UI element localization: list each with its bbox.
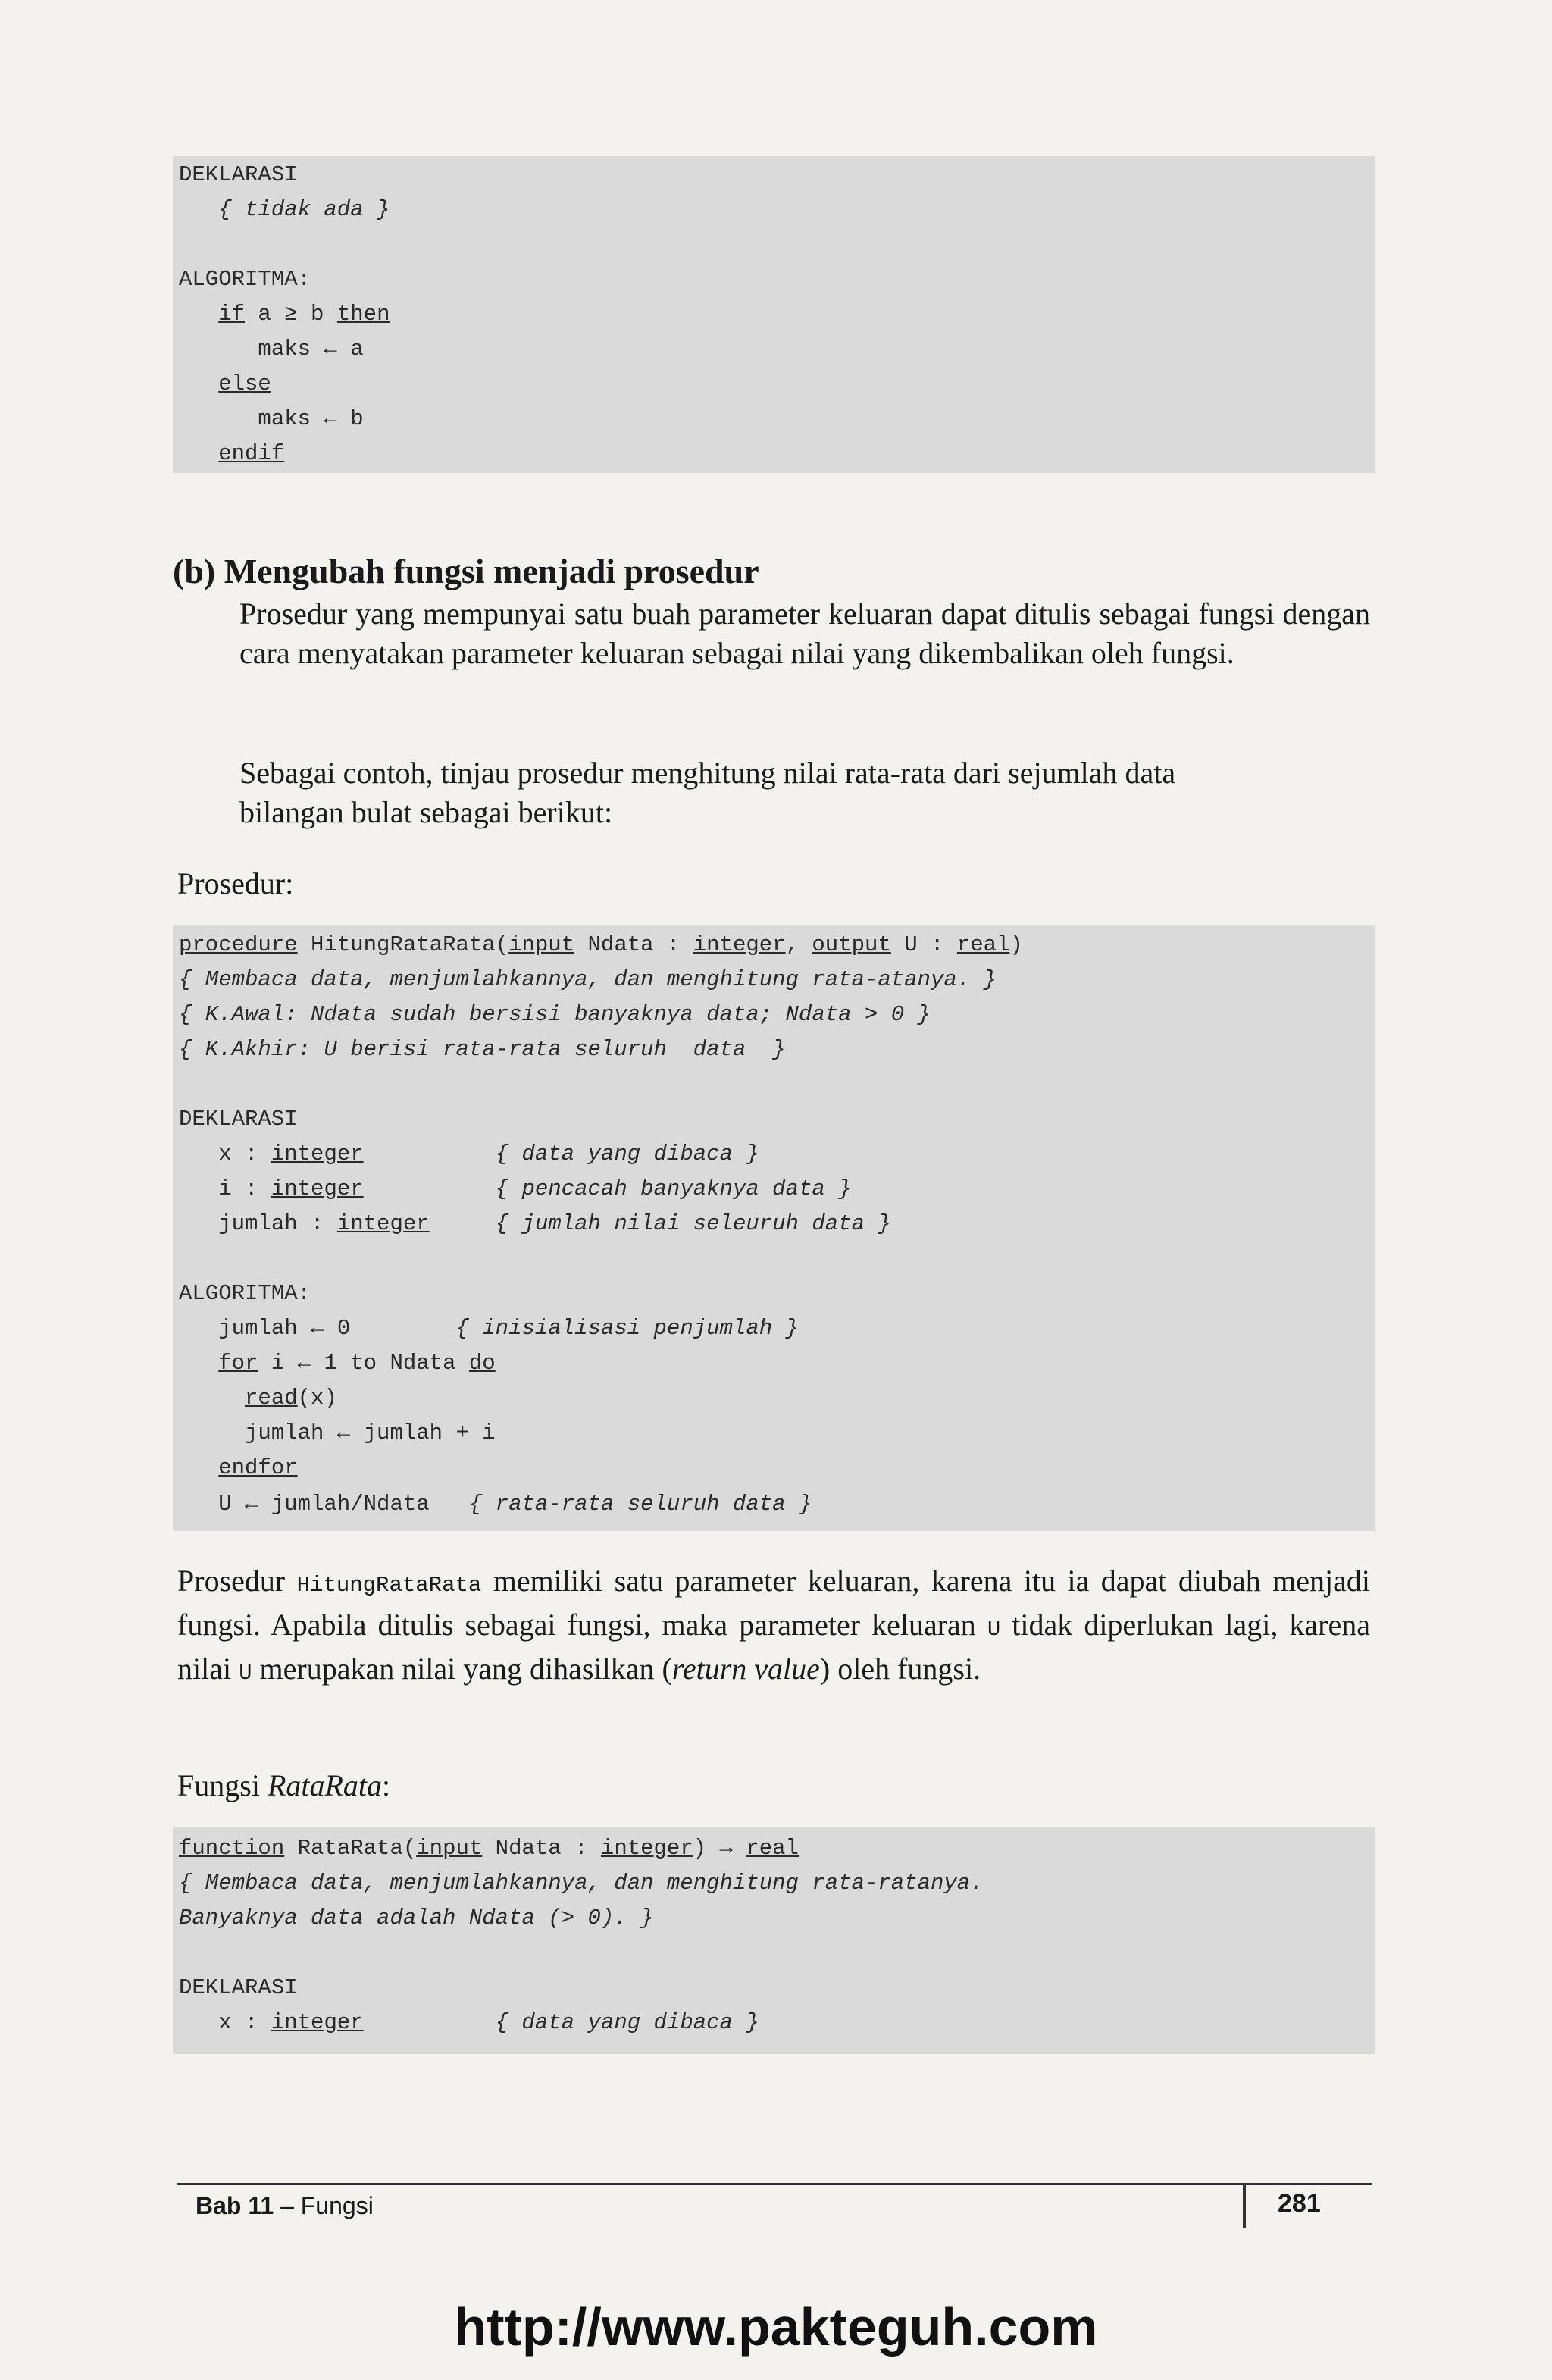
- code-inline: U: [987, 1617, 1001, 1642]
- code-line: { Membaca data, menjumlahkannya, dan menghitung rata-atanya. }: [179, 967, 997, 992]
- code-block-procedure: [173, 925, 1375, 1531]
- paragraph-example: Sebagai contoh, tinjau prosedur menghitung nilai rata-rata dari sejumlah data bilangan bulat sebagai berikut:: [239, 756, 1176, 829]
- text-italic: return value: [671, 1652, 820, 1686]
- code-line: x : integer { data yang dibaca }: [179, 1141, 759, 1167]
- code-line: maks ← b: [179, 406, 364, 431]
- code-line: ALGORITMA:: [179, 1281, 311, 1306]
- label-prosedur: Prosedur:: [177, 866, 294, 900]
- code-line: procedure HitungRataRata(input Ndata : integer, output U : real): [179, 932, 1023, 957]
- footer-rule: [177, 2183, 1372, 2185]
- code-line: ALGORITMA:: [179, 267, 311, 292]
- code-block-max: [173, 156, 1375, 473]
- text-run: ) oleh fungsi.: [819, 1652, 981, 1686]
- chapter-number: Bab 11: [196, 2192, 274, 2219]
- code-line: [179, 1067, 1375, 1102]
- code-inline: U: [239, 1661, 252, 1686]
- function-name: RataRata: [267, 1768, 383, 1802]
- code-block-function: [173, 1827, 1375, 2054]
- code-line: DEKLARASI: [179, 1975, 298, 2000]
- code-line: { K.Akhir: U berisi rata-rata seluruh data }: [179, 1037, 786, 1062]
- code-line: [179, 1242, 1375, 1276]
- code-line: endif: [218, 441, 285, 466]
- label-fungsi: [177, 1766, 390, 1805]
- paragraph-intro: Prosedur yang mempunyai satu buah parameter keluaran dapat ditulis sebagai fungsi dengan cara menyatakan parameter keluaran sebagai nilai yang dikembalikan oleh fungsi.: [239, 597, 1370, 670]
- code-line: jumlah ← jumlah + i: [179, 1420, 496, 1445]
- section-heading: (b) Mengubah fungsi menjadi prosedur: [173, 552, 759, 590]
- code-line: if a ≥ b then: [218, 302, 390, 327]
- code-line: { K.Awal: Ndata sudah bersisi banyaknya data; Ndata > 0 }: [179, 1002, 931, 1027]
- code-line: for i ← 1 to Ndata do: [218, 1351, 496, 1376]
- text-run: Fungsi: [177, 1768, 268, 1802]
- code-line: DEKLARASI: [179, 1107, 298, 1132]
- code-inline: HitungRataRata: [296, 1573, 482, 1598]
- text-run: merupakan nilai yang dihasilkan (: [252, 1652, 672, 1686]
- watermark-url: http://www.pakteguh.com: [454, 2297, 1098, 2357]
- code-line: i : integer { pencacah banyaknya data }: [179, 1176, 852, 1201]
- chapter-title: – Fungsi: [274, 2192, 374, 2219]
- text-run: :: [382, 1768, 391, 1802]
- code-line: endfor: [218, 1455, 298, 1480]
- code-line: { tidak ada }: [179, 197, 390, 222]
- text-run: memiliki satu parameter keluaran, karena itu ia dapat diubah menjadi fungsi. Apabila ditulis sebagai fungsi, maka parameter keluaran: [177, 1564, 1370, 1642]
- code-line: { Membaca data, menjumlahkannya, dan menghitung rata-ratanya.: [179, 1871, 984, 1896]
- code-line: jumlah ← 0 { inisialisasi penjumlah }: [179, 1316, 799, 1341]
- code-line: x : integer { data yang dibaca }: [179, 2010, 759, 2035]
- code-line: else: [218, 371, 271, 396]
- code-line-result: [173, 1487, 1375, 1531]
- text-run: tidak diperlukan lagi, karena nilai: [177, 1608, 1370, 1686]
- page-number: 281: [1278, 2189, 1321, 2218]
- code-line: DEKLARASI: [179, 162, 298, 187]
- paragraph-explanation: [177, 1561, 1370, 1693]
- code-line: maks ← a: [179, 337, 364, 362]
- footer-chapter: [196, 2192, 374, 2220]
- code-line: jumlah : integer { jumlah nilai seleuruh data }: [179, 1211, 891, 1236]
- code-line: U ← jumlah/Ndata { rata-rata seluruh data }: [179, 1492, 812, 1517]
- code-line: function RataRata(input Ndata : integer) → real: [179, 1836, 799, 1861]
- footer-divider: [1243, 2183, 1246, 2228]
- code-line: [179, 227, 1375, 262]
- code-line: Banyaknya data adalah Ndata (> 0). }: [179, 1906, 654, 1931]
- code-line: read(x): [245, 1386, 337, 1411]
- code-line: [179, 1936, 1375, 1971]
- text-run: Prosedur: [177, 1564, 297, 1598]
